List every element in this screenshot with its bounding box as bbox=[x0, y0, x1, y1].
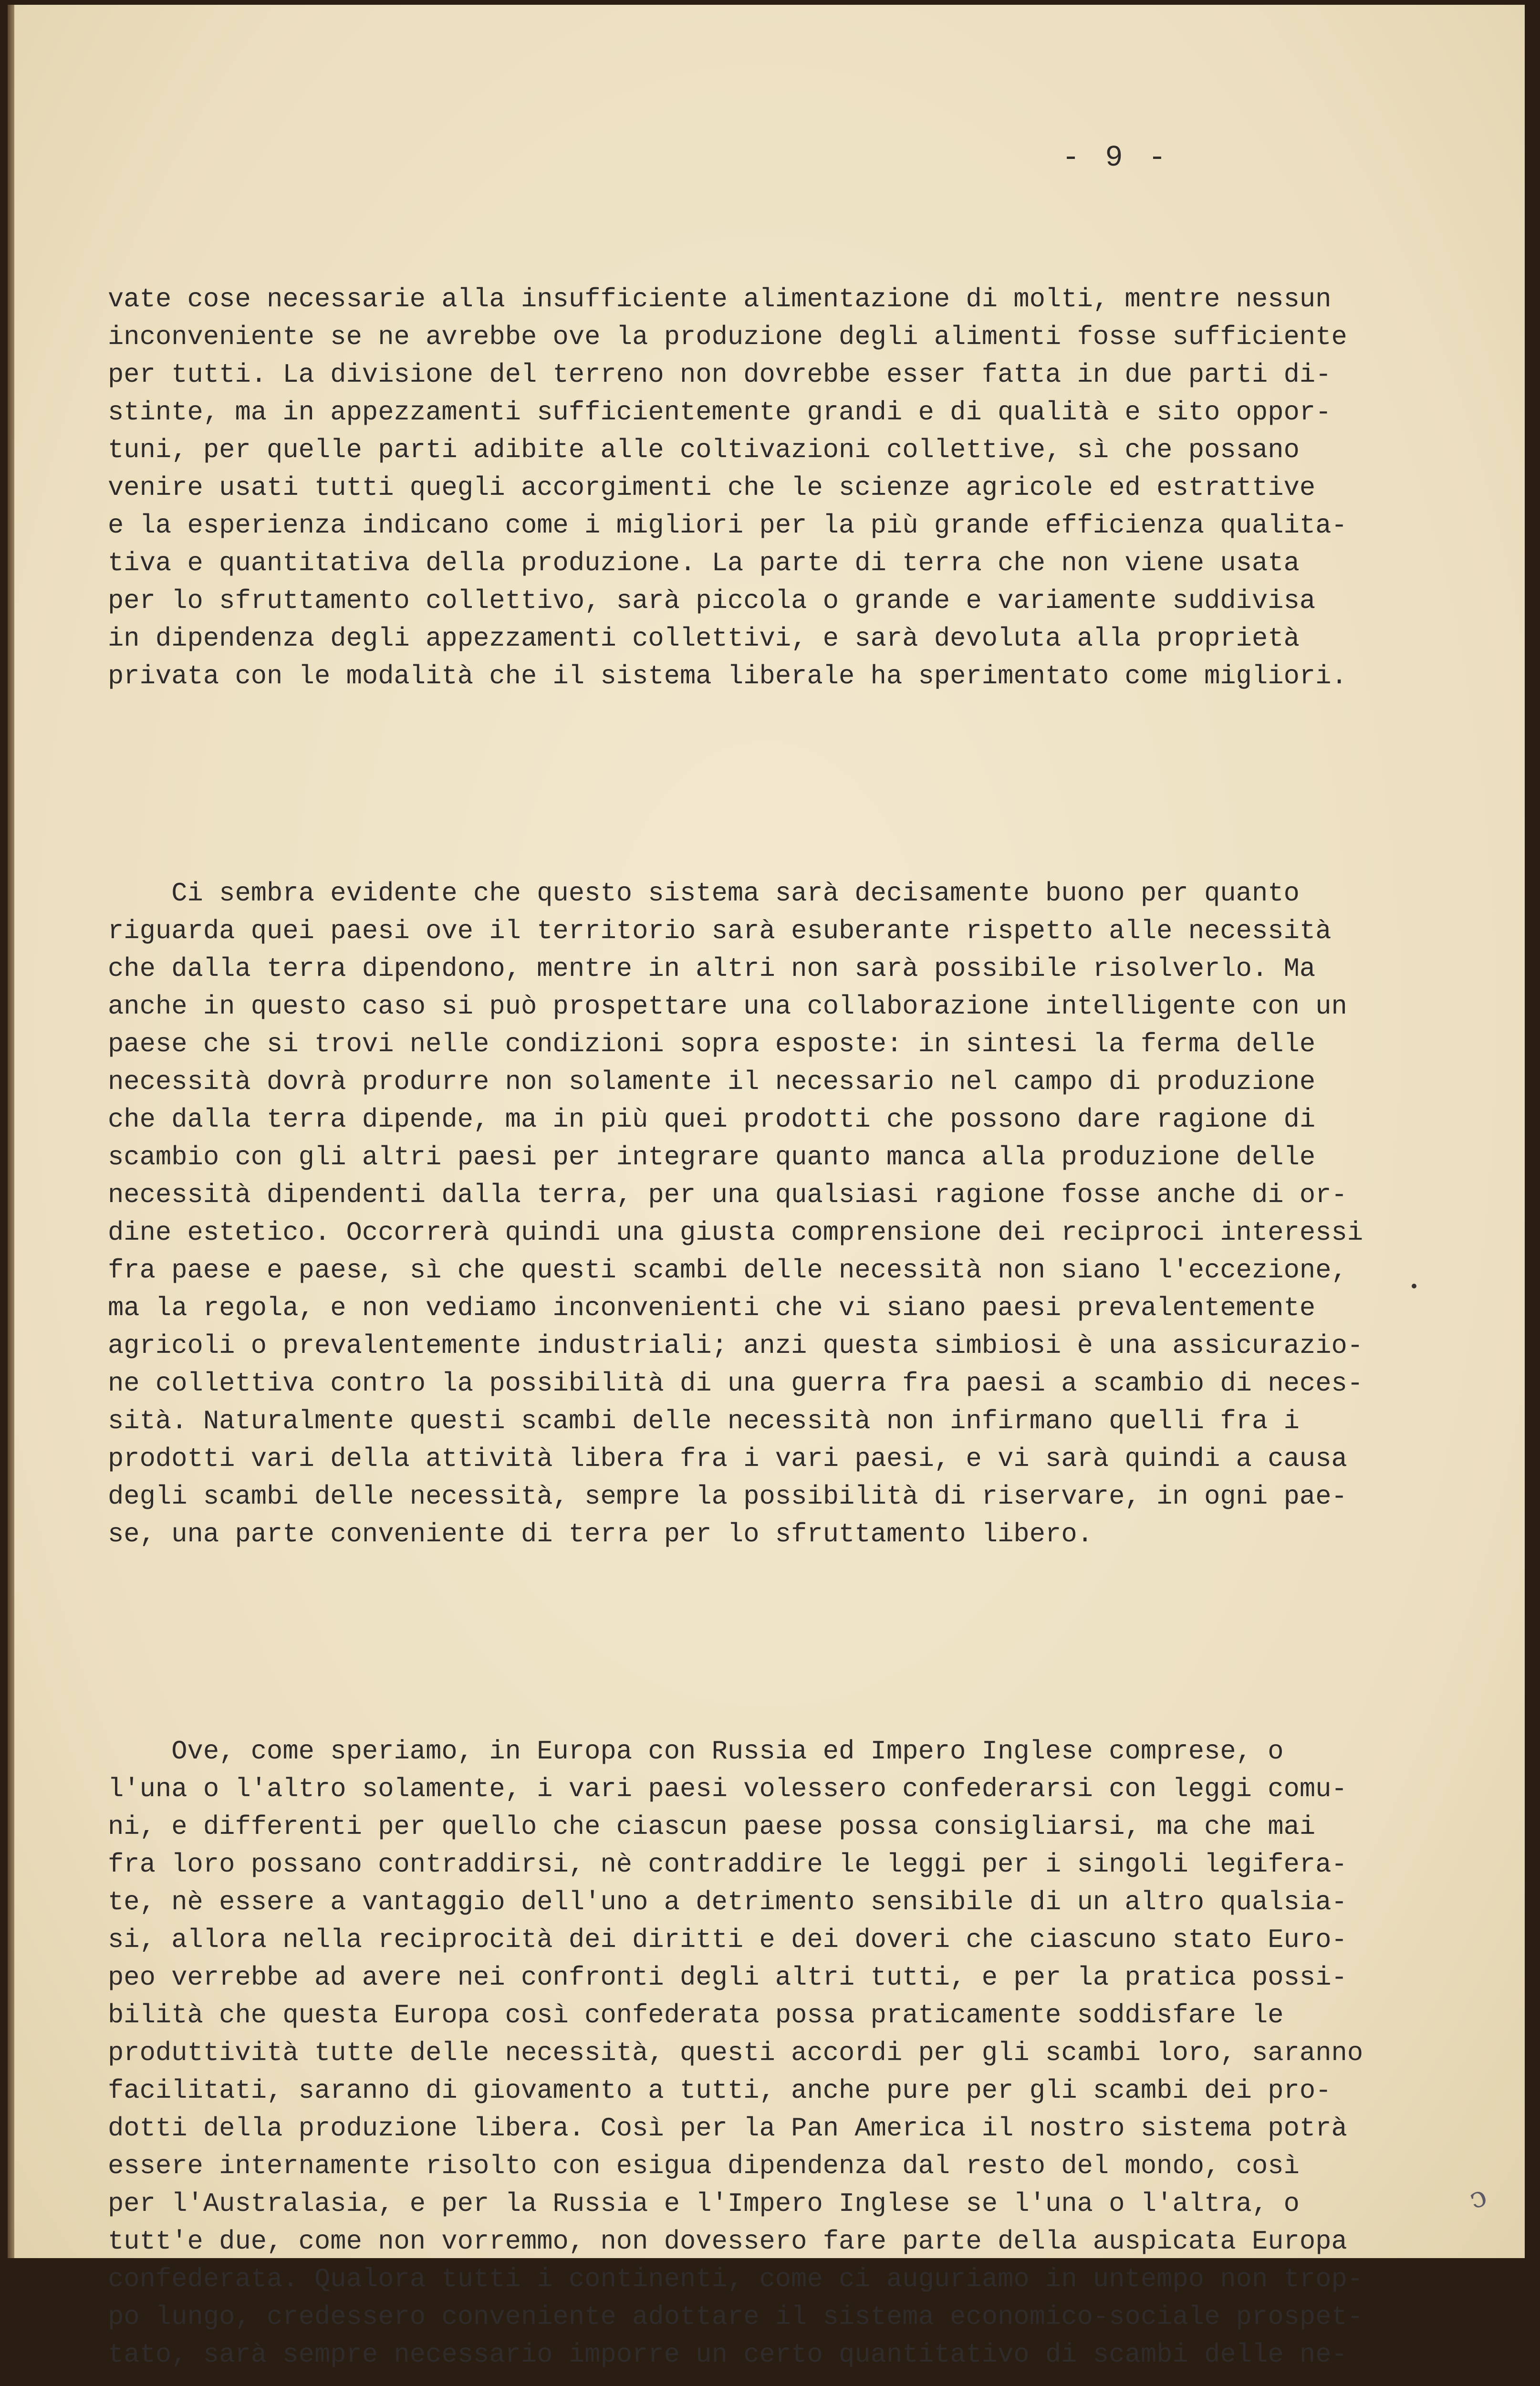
text-line: Ci sembra evidente che questo sistema sarà decisamente buono per quanto bbox=[108, 879, 1300, 909]
text-line: prodotti vari della attività libera fra i vari paesi, e vi sarà quindi a causa bbox=[108, 1444, 1347, 1474]
text-line: scambio con gli altri paesi per integrare quanto manca alla produzione delle bbox=[108, 1142, 1316, 1172]
text-line: tato, sarà sempre necessario imporre un certo quantitativo di scambi delle ne- bbox=[108, 2340, 1347, 2370]
text-line: dotti della produzione libera. Così per la Pan America il nostro sistema potrà bbox=[108, 2114, 1347, 2144]
text-line: fra paese e paese, sì che questi scambi delle necessità non siano l'eccezione, bbox=[108, 1256, 1347, 1286]
text-line: vate cose necessarie alla insufficiente alimentazione di molti, mentre nessun bbox=[108, 284, 1332, 314]
text-line: per tutti. La divisione del terreno non dovrebbe esser fatta in due parti di- bbox=[108, 360, 1332, 390]
paragraph-2 bbox=[108, 875, 1439, 1553]
paragraph-1 bbox=[108, 281, 1439, 695]
text-line: ni, e differenti per quello che ciascun paese possa consigliarsi, ma che mai bbox=[108, 1812, 1316, 1842]
text-line: necessità dovrà produrre non solamente il necessario nel campo di produzione bbox=[108, 1067, 1316, 1097]
text-line: tuni, per quelle parti adibite alle coltivazioni collettive, sì che possano bbox=[108, 435, 1300, 465]
text-line: paese che si trovi nelle condizioni sopra esposte: in sintesi la ferma delle bbox=[108, 1029, 1316, 1059]
text-line: po lungo, credessero conveniente adottare il sistema economico-sociale prospet- bbox=[108, 2302, 1363, 2332]
text-line: per lo sfruttamento collettivo, sarà piccola o grande e variamente suddivisa bbox=[108, 586, 1316, 616]
page-number: - 9 - bbox=[1062, 141, 1170, 175]
text-line: sità. Naturalmente questi scambi delle necessità non infirmano quelli fra i bbox=[108, 1406, 1300, 1436]
text-line: fra loro possano contraddirsi, nè contraddire le leggi per i singoli legifera- bbox=[108, 1850, 1347, 1880]
typewritten-page bbox=[8, 5, 1525, 2370]
text-line: venire usati tutti quegli accorgimenti che le scienze agricole ed estrattive bbox=[108, 473, 1316, 503]
body-text bbox=[108, 205, 1439, 2386]
paragraph-gap bbox=[108, 1629, 1439, 1657]
text-line: peo verrebbe ad avere nei confronti degli altri tutti, e per la pratica possi- bbox=[108, 1963, 1347, 1993]
text-line: degli scambi delle necessità, sempre la possibilità di riservare, in ogni pae- bbox=[108, 1482, 1347, 1512]
text-line: per l'Australasia, e per la Russia e l'Impero Inglese se l'una o l'altra, o bbox=[108, 2189, 1300, 2219]
text-line: te, nè essere a vantaggio dell'uno a detrimento sensibile di un altro qualsia- bbox=[108, 1887, 1347, 1917]
text-line: e la esperienza indicano come i migliori per la più grande efficienza qualita- bbox=[108, 511, 1347, 541]
pencil-margin-mark: ↄ bbox=[1465, 2179, 1491, 2216]
text-line: inconveniente se ne avrebbe ove la produzione degli alimenti fosse sufficiente bbox=[108, 322, 1347, 352]
text-line: si, allora nella reciprocità dei diritti e dei doveri che ciascuno stato Euro- bbox=[108, 1925, 1347, 1955]
text-line: tiva e quantitativa della produzione. La parte di terra che non viene usata bbox=[108, 548, 1300, 578]
text-line: l'una o l'altro solamente, i vari paesi volessero confederarsi con leggi comu- bbox=[108, 1774, 1347, 1804]
text-line: in dipendenza degli appezzamenti collettivi, e sarà devoluta alla proprietà bbox=[108, 624, 1300, 654]
text-line: Ove, come speriamo, in Europa con Russia ed Impero Inglese comprese, o bbox=[108, 1737, 1284, 1767]
text-line: anche in questo caso si può prospettare una collaborazione intelligente con un bbox=[108, 992, 1347, 1022]
text-line: ma la regola, e non vediamo inconvenienti che vi siano paesi prevalentemente bbox=[108, 1293, 1316, 1323]
text-line: necessità dipendenti dalla terra, per una qualsiasi ragione fosse anche di or- bbox=[108, 1180, 1347, 1210]
text-line: dine estetico. Occorrerà quindi una giusta comprensione dei reciproci interessi bbox=[108, 1218, 1363, 1248]
paragraph-3 bbox=[108, 1733, 1439, 2374]
text-line: facilitati, saranno di giovamento a tutti, anche pure per gli scambi dei pro- bbox=[108, 2076, 1332, 2106]
text-line: che dalla terra dipendono, mentre in altri non sarà possibile risolverlo. Ma bbox=[108, 954, 1316, 984]
text-line: bilità che questa Europa così confederata possa praticamente soddisfare le bbox=[108, 2000, 1284, 2030]
paragraph-gap bbox=[108, 771, 1439, 799]
text-line: privata con le modalità che il sistema liberale ha sperimentato come migliori. bbox=[108, 661, 1347, 691]
text-line: stinte, ma in appezzamenti sufficientemente grandi e di qualità e sito oppor- bbox=[108, 398, 1332, 428]
text-line: se, una parte conveniente di terra per lo sfruttamento libero. bbox=[108, 1519, 1093, 1549]
text-line: essere internamente risolto con esigua dipendenza dal resto del mondo, così bbox=[108, 2151, 1300, 2181]
text-line: ne collettiva contro la possibilità di una guerra fra paesi a scambio di neces- bbox=[108, 1369, 1363, 1399]
text-line: produttività tutte delle necessità, questi accordi per gli scambi loro, saranno bbox=[108, 2038, 1363, 2068]
text-line: tutt'e due, come non vorremmo, non dovessero fare parte della auspicata Europa bbox=[108, 2227, 1347, 2257]
text-line: agricoli o prevalentemente industriali; anzi questa simbiosi è una assicurazio- bbox=[108, 1331, 1363, 1361]
text-line: che dalla terra dipende, ma in più quei prodotti che possono dare ragione di bbox=[108, 1105, 1316, 1135]
page-edge-shadow bbox=[8, 5, 14, 2258]
ink-dot bbox=[1412, 1284, 1416, 1288]
text-line: riguarda quei paesi ove il territorio sarà esuberante rispetto alle necessità bbox=[108, 916, 1332, 946]
text-line: confederata. Qualora tutti i continenti, come ci auguriamo in untempo non trop- bbox=[108, 2264, 1363, 2294]
